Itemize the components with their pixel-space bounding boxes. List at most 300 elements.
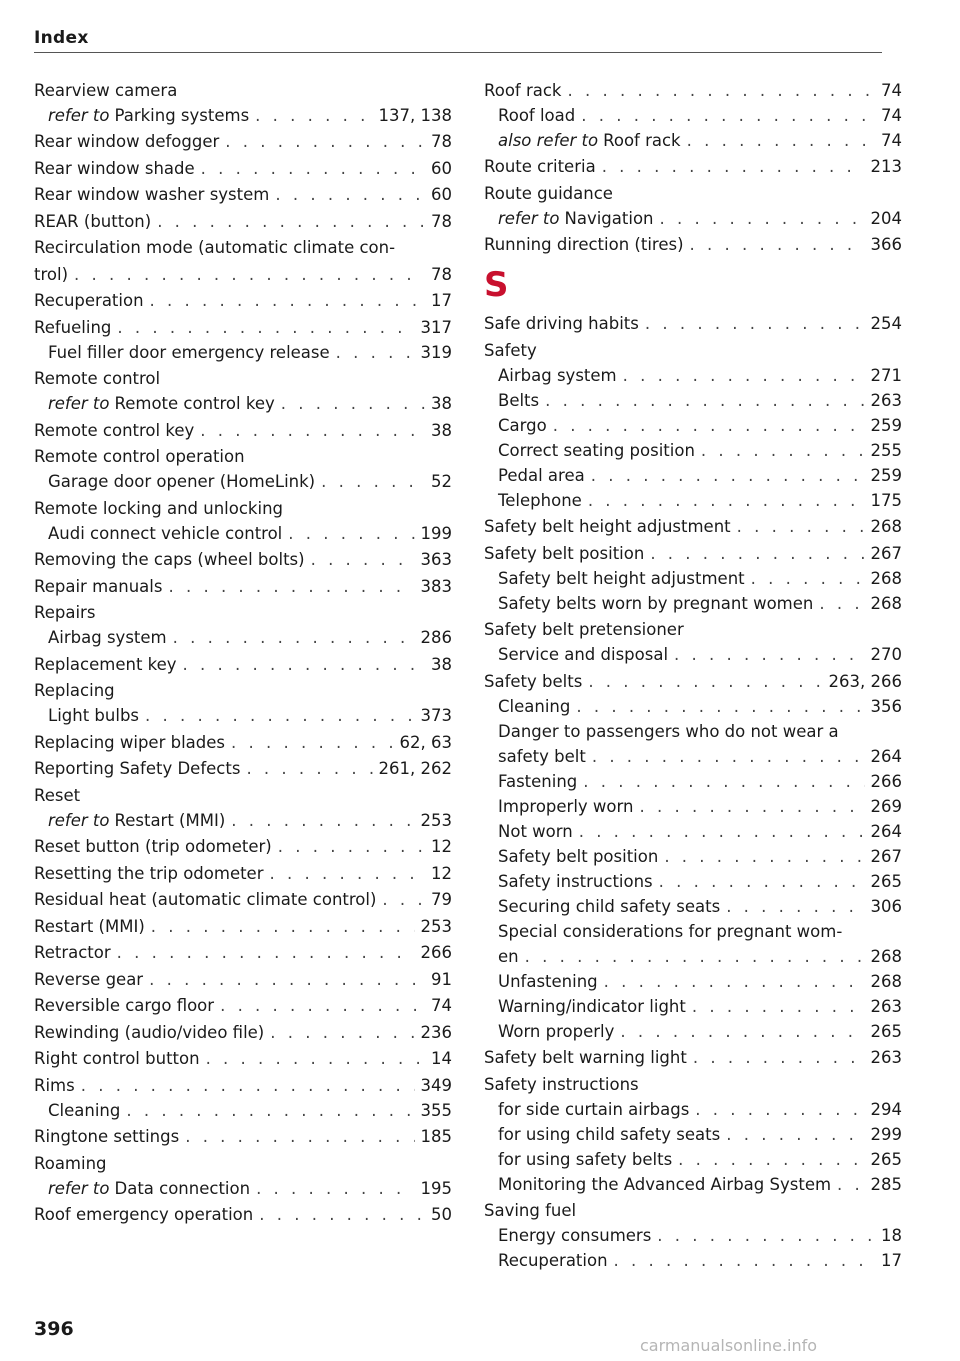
entry-text: Saving fuel bbox=[484, 1201, 577, 1220]
entry-label bbox=[498, 719, 839, 744]
entry-text: Route criteria bbox=[484, 157, 596, 176]
entry-page-ref: 319 bbox=[420, 342, 452, 362]
cross-reference-prefix: refer to bbox=[48, 105, 110, 125]
entry-text: Parking systems bbox=[114, 105, 250, 125]
entry-text: Remote control operation bbox=[34, 447, 245, 466]
entry-page-ref: 18 bbox=[881, 1226, 902, 1245]
index-subentry bbox=[484, 819, 902, 844]
index-subentry bbox=[34, 469, 452, 494]
index-subentry bbox=[484, 744, 902, 769]
dot-leader bbox=[659, 869, 865, 894]
dot-leader bbox=[173, 625, 415, 650]
dot-leader bbox=[256, 1176, 414, 1201]
index-entry bbox=[34, 834, 452, 859]
entry-page-ref: 17 bbox=[881, 1251, 902, 1270]
index-entry bbox=[34, 914, 452, 939]
index-subentry bbox=[484, 488, 902, 513]
entry-page-ref: 264 bbox=[870, 746, 902, 766]
entry-page-ref: 265 bbox=[870, 1021, 902, 1041]
entry-label bbox=[484, 541, 644, 566]
entry-page-ref: 263 bbox=[870, 390, 902, 410]
index-subentry bbox=[484, 413, 902, 438]
index-subentry bbox=[484, 919, 902, 944]
entry-label bbox=[498, 206, 654, 231]
index-subentry bbox=[484, 128, 902, 153]
entry-text: Worn properly bbox=[498, 1021, 615, 1041]
entry-text: Safe driving habits bbox=[484, 314, 639, 333]
index-entry bbox=[34, 366, 452, 391]
entry-page-ref: 269 bbox=[870, 796, 902, 816]
entry-label bbox=[498, 1172, 831, 1197]
index-entry bbox=[484, 154, 902, 179]
entry-label bbox=[34, 834, 272, 859]
entry-page-ref: 265 bbox=[870, 1149, 902, 1169]
dot-leader bbox=[382, 887, 425, 912]
index-column-right bbox=[484, 76, 902, 1273]
entry-page-ref: 12 bbox=[431, 863, 452, 883]
entry-label bbox=[34, 940, 111, 965]
entry-label bbox=[498, 944, 519, 969]
entry-label bbox=[498, 591, 813, 616]
entry-page-ref: 263, 266 bbox=[828, 671, 902, 691]
entry-text: Navigation bbox=[564, 208, 654, 228]
entry-text: Not worn bbox=[498, 821, 573, 841]
entry-text: Residual heat (automatic climate control) bbox=[34, 890, 377, 909]
entry-label bbox=[498, 642, 668, 667]
entry-page-ref: 261, 262 bbox=[378, 759, 452, 778]
entry-page-ref: 268 bbox=[870, 517, 902, 536]
entry-label bbox=[34, 756, 240, 781]
entry-page-ref: 175 bbox=[870, 490, 902, 510]
entry-page-ref: 267 bbox=[870, 846, 902, 866]
entry-label bbox=[34, 783, 80, 808]
entry-label bbox=[34, 235, 395, 260]
entry-label bbox=[498, 969, 598, 994]
index-subentry bbox=[34, 340, 452, 365]
dot-leader bbox=[751, 566, 865, 591]
entry-page-ref: 363 bbox=[420, 550, 452, 569]
entry-text: Retractor bbox=[34, 943, 111, 962]
entry-page-ref: 355 bbox=[420, 1100, 452, 1120]
entry-text: REAR (button) bbox=[34, 211, 152, 231]
dot-leader bbox=[81, 1073, 415, 1098]
entry-page-ref: 137, 138 bbox=[378, 105, 452, 125]
dot-leader bbox=[117, 940, 415, 965]
index-subentry bbox=[34, 808, 452, 833]
index-entry bbox=[484, 617, 902, 642]
entry-page-ref: 263 bbox=[870, 996, 902, 1016]
dot-leader bbox=[246, 756, 372, 781]
entry-text: Replacing bbox=[34, 681, 115, 700]
entry-page-ref: 267 bbox=[870, 543, 902, 563]
entry-page-ref: 268 bbox=[870, 568, 902, 588]
entry-label bbox=[498, 819, 573, 844]
entry-page-ref: 12 bbox=[431, 837, 452, 856]
index-entry bbox=[484, 1072, 902, 1097]
entry-text: Removing the caps (wheel bolts) bbox=[34, 550, 305, 569]
entry-label bbox=[498, 1097, 689, 1122]
entry-text: Data connection bbox=[114, 1178, 251, 1198]
entry-label bbox=[498, 413, 547, 438]
entry-label bbox=[498, 844, 658, 869]
entry-page-ref: 373 bbox=[420, 706, 452, 725]
entry-page-ref: 294 bbox=[870, 1099, 902, 1119]
index-entry bbox=[34, 940, 452, 965]
entry-label bbox=[34, 730, 225, 755]
index-subentry bbox=[484, 794, 902, 819]
dot-leader bbox=[200, 418, 425, 443]
entry-text: Roof emergency operation bbox=[34, 1205, 254, 1224]
index-entry bbox=[34, 967, 452, 992]
entry-label bbox=[48, 391, 275, 416]
entry-label bbox=[498, 438, 695, 463]
section-letter: S bbox=[484, 265, 509, 305]
entry-label bbox=[498, 994, 686, 1019]
entry-page-ref: 253 bbox=[420, 810, 452, 830]
dot-leader bbox=[664, 844, 864, 869]
index-entry bbox=[34, 1202, 452, 1227]
entry-text: Recuperation bbox=[34, 291, 144, 310]
index-subentry bbox=[484, 1223, 902, 1248]
entry-page-ref: 259 bbox=[870, 415, 902, 435]
dot-leader bbox=[311, 547, 415, 572]
entry-page-ref: 195 bbox=[420, 1178, 452, 1198]
entry-text: Cleaning bbox=[48, 1100, 121, 1120]
dot-leader bbox=[692, 994, 865, 1019]
entry-label bbox=[498, 894, 720, 919]
entry-text: Safety bbox=[484, 340, 537, 360]
entry-label bbox=[498, 1019, 614, 1044]
entry-page-ref: 62, 63 bbox=[399, 732, 452, 752]
dot-leader bbox=[545, 388, 864, 413]
index-entry bbox=[34, 1151, 452, 1176]
index-entry bbox=[34, 418, 452, 443]
entry-text: Restart (MMI) bbox=[34, 916, 145, 936]
index-entry bbox=[484, 232, 902, 257]
entry-text: Cleaning bbox=[498, 696, 571, 716]
entry-page-ref: 78 bbox=[431, 264, 452, 284]
index-entry bbox=[484, 669, 902, 694]
dot-leader bbox=[674, 642, 864, 667]
dot-leader bbox=[639, 794, 864, 819]
dot-leader bbox=[695, 1097, 864, 1122]
dot-leader bbox=[255, 103, 372, 128]
entry-page-ref: 268 bbox=[870, 946, 902, 966]
entry-text: safety belt bbox=[498, 746, 586, 766]
index-subentry bbox=[34, 103, 452, 128]
index-subentry bbox=[484, 103, 902, 128]
dot-leader bbox=[270, 861, 426, 886]
entry-text: Airbag system bbox=[498, 365, 617, 385]
entry-label bbox=[498, 769, 577, 794]
entry-text: Safety belt pretensioner bbox=[484, 620, 684, 639]
entry-page-ref: 38 bbox=[431, 420, 452, 440]
entry-text: Pedal area bbox=[498, 465, 585, 485]
entry-label bbox=[48, 625, 167, 650]
dot-leader bbox=[591, 463, 865, 488]
entry-label bbox=[498, 919, 842, 944]
dot-leader bbox=[576, 694, 864, 719]
dot-leader bbox=[678, 1147, 864, 1172]
entry-text: Roof rack bbox=[484, 80, 562, 100]
dot-leader bbox=[288, 521, 414, 546]
dot-leader bbox=[525, 944, 865, 969]
dot-leader bbox=[145, 703, 414, 728]
entry-page-ref: 266 bbox=[870, 771, 902, 791]
index-subentry bbox=[484, 463, 902, 488]
entry-page-ref: 271 bbox=[870, 365, 902, 385]
dot-leader bbox=[149, 967, 425, 992]
index-subentry bbox=[484, 438, 902, 463]
index-subentry bbox=[484, 1147, 902, 1172]
entry-page-ref: 270 bbox=[870, 645, 902, 664]
entry-label bbox=[498, 794, 633, 819]
entry-label bbox=[484, 514, 731, 539]
entry-page-ref: 204 bbox=[870, 208, 902, 228]
entry-page-ref: 254 bbox=[870, 314, 902, 333]
entry-page-ref: 253 bbox=[420, 916, 452, 936]
cross-reference-prefix: also refer to bbox=[498, 130, 599, 150]
entry-text: Rims bbox=[34, 1075, 75, 1095]
dot-leader bbox=[117, 315, 414, 340]
entry-text: Fastening bbox=[498, 771, 578, 791]
index-subentry bbox=[484, 994, 902, 1019]
dot-leader bbox=[74, 262, 425, 287]
entry-label bbox=[484, 1045, 687, 1070]
index-subentry bbox=[34, 703, 452, 728]
entry-page-ref: 265 bbox=[870, 871, 902, 891]
entry-page-ref: 60 bbox=[431, 158, 452, 178]
entry-page-ref: 259 bbox=[870, 465, 902, 485]
entry-label bbox=[48, 703, 139, 728]
entry-text: Improperly worn bbox=[498, 796, 634, 816]
entry-text: Remote control key bbox=[114, 394, 275, 413]
entry-label bbox=[498, 1248, 608, 1273]
entry-text: Replacing wiper blades bbox=[34, 732, 225, 752]
dot-leader bbox=[321, 469, 425, 494]
entry-text: Rear window defogger bbox=[34, 132, 220, 151]
dot-leader bbox=[726, 894, 864, 919]
dot-leader bbox=[592, 744, 865, 769]
index-subentry bbox=[484, 1097, 902, 1122]
entry-label bbox=[484, 78, 562, 103]
entry-label bbox=[34, 1202, 253, 1227]
cross-reference-prefix: refer to bbox=[48, 394, 110, 413]
entry-text: Running direction (tires) bbox=[484, 235, 684, 254]
index-column-left bbox=[34, 76, 452, 1227]
index-entry bbox=[484, 338, 902, 363]
entry-text: Service and disposal bbox=[498, 645, 669, 664]
dot-leader bbox=[157, 209, 425, 234]
index-subentry bbox=[484, 894, 902, 919]
dot-leader bbox=[837, 1172, 864, 1197]
entry-label bbox=[48, 469, 315, 494]
entry-label bbox=[34, 418, 194, 443]
index-subentry bbox=[484, 844, 902, 869]
entry-label bbox=[484, 154, 596, 179]
index-subentry bbox=[484, 642, 902, 667]
page-header bbox=[34, 22, 882, 53]
dot-leader bbox=[614, 1248, 875, 1273]
entry-text: Correct seating position bbox=[498, 440, 695, 460]
entry-text: Safety instructions bbox=[484, 1074, 639, 1094]
index-heading: Index bbox=[34, 28, 89, 48]
entry-page-ref: 236 bbox=[420, 1022, 452, 1042]
dot-leader bbox=[737, 514, 865, 539]
entry-page-ref: 285 bbox=[870, 1174, 902, 1194]
entry-label bbox=[34, 678, 115, 703]
dot-leader bbox=[553, 413, 865, 438]
entry-label bbox=[34, 182, 269, 207]
entry-label bbox=[48, 521, 282, 546]
entry-label bbox=[498, 103, 575, 128]
entry-text: Safety belt height adjustment bbox=[498, 568, 745, 588]
entry-text: Cargo bbox=[498, 415, 547, 435]
entry-label bbox=[498, 1147, 672, 1172]
dot-leader bbox=[660, 206, 865, 231]
dot-leader bbox=[645, 311, 865, 336]
dot-leader bbox=[220, 993, 425, 1018]
entry-label bbox=[498, 388, 539, 413]
entry-page-ref: 50 bbox=[431, 1205, 452, 1224]
entry-text: Reverse gear bbox=[34, 969, 144, 989]
entry-page-ref: 38 bbox=[431, 654, 452, 674]
entry-page-ref: 78 bbox=[431, 211, 452, 231]
index-subentry bbox=[484, 944, 902, 969]
index-entry bbox=[34, 1073, 452, 1098]
cross-reference-prefix: refer to bbox=[498, 208, 560, 228]
entry-text: Repairs bbox=[34, 603, 96, 622]
page-number: 396 bbox=[34, 1318, 74, 1340]
entry-label bbox=[48, 340, 330, 365]
index-subentry bbox=[484, 1019, 902, 1044]
index-subentry bbox=[484, 694, 902, 719]
entry-text: Reset bbox=[34, 785, 81, 805]
entry-page-ref: 356 bbox=[870, 696, 902, 716]
index-entry bbox=[34, 129, 452, 154]
index-subentry bbox=[484, 388, 902, 413]
entry-page-ref: 317 bbox=[420, 317, 452, 337]
entry-label bbox=[34, 209, 151, 234]
index-subentry bbox=[484, 591, 902, 616]
index-subentry bbox=[484, 1172, 902, 1197]
entry-text: Safety instructions bbox=[498, 871, 653, 891]
entry-page-ref: 14 bbox=[431, 1049, 452, 1068]
index-subentry bbox=[484, 769, 902, 794]
dot-leader bbox=[568, 78, 876, 103]
entry-text: Recuperation bbox=[498, 1251, 608, 1270]
entry-text: Airbag system bbox=[48, 628, 167, 647]
dot-leader bbox=[151, 914, 415, 939]
dot-leader bbox=[620, 1019, 864, 1044]
entry-text: Route guidance bbox=[484, 183, 613, 203]
entry-text: Securing child safety seats bbox=[498, 896, 721, 916]
entry-text: Safety belts worn by pregnant women bbox=[498, 593, 814, 613]
dot-leader bbox=[602, 154, 865, 179]
entry-text: Roof load bbox=[498, 105, 576, 125]
index-entry bbox=[34, 652, 452, 677]
entry-text: for using child safety seats bbox=[498, 1124, 721, 1144]
index-entry bbox=[34, 1020, 452, 1045]
entry-page-ref: 79 bbox=[431, 890, 452, 909]
index-entry bbox=[34, 574, 452, 599]
entry-label bbox=[484, 617, 684, 642]
entry-text: Unfastening bbox=[498, 971, 598, 991]
entry-page-ref: 268 bbox=[870, 593, 902, 613]
entry-text: Safety belt warning light bbox=[484, 1048, 687, 1067]
entry-label bbox=[34, 444, 245, 469]
index-entry bbox=[34, 182, 452, 207]
entry-text: Recirculation mode (automatic climate con- bbox=[34, 238, 396, 257]
dot-leader bbox=[225, 129, 425, 154]
entry-text: trol) bbox=[34, 264, 69, 284]
entry-label bbox=[498, 744, 586, 769]
index-subentry bbox=[34, 391, 452, 416]
index-subentry bbox=[484, 869, 902, 894]
entry-label bbox=[498, 694, 570, 719]
entry-label bbox=[34, 496, 283, 521]
index-entry bbox=[484, 311, 902, 336]
dot-leader bbox=[623, 363, 865, 388]
entry-page-ref: 306 bbox=[870, 896, 902, 916]
entry-label bbox=[48, 103, 249, 128]
index-entry bbox=[34, 496, 452, 521]
dot-leader bbox=[185, 1124, 414, 1149]
entry-label bbox=[484, 1198, 576, 1223]
entry-page-ref: 255 bbox=[870, 440, 902, 460]
dot-leader bbox=[281, 391, 425, 416]
index-subentry bbox=[34, 521, 452, 546]
dot-leader bbox=[701, 438, 865, 463]
entry-page-ref: 52 bbox=[431, 472, 452, 491]
entry-page-ref: 60 bbox=[431, 185, 452, 204]
dot-leader bbox=[150, 288, 425, 313]
entry-label bbox=[498, 463, 585, 488]
entry-text: Safety belt position bbox=[484, 543, 645, 563]
entry-label bbox=[34, 78, 177, 103]
entry-label bbox=[48, 1176, 250, 1201]
entry-label bbox=[48, 1098, 120, 1123]
entry-label bbox=[498, 488, 582, 513]
entry-label bbox=[484, 181, 613, 206]
entry-label bbox=[34, 1073, 75, 1098]
index-entry bbox=[34, 288, 452, 313]
entry-text: Rearview camera bbox=[34, 80, 178, 100]
dot-leader bbox=[604, 969, 865, 994]
entry-label bbox=[34, 887, 376, 912]
index-subentry bbox=[484, 1122, 902, 1147]
entry-text: Ringtone settings bbox=[34, 1127, 180, 1146]
entry-page-ref: 199 bbox=[420, 523, 452, 543]
dot-leader bbox=[726, 1122, 864, 1147]
entry-text: for side curtain airbags bbox=[498, 1099, 690, 1119]
entry-page-ref: 38 bbox=[431, 394, 452, 413]
entry-text: Reversible cargo floor bbox=[34, 996, 215, 1015]
entry-label bbox=[34, 914, 145, 939]
entry-page-ref: 264 bbox=[870, 821, 902, 841]
entry-text: Reporting Safety Defects bbox=[34, 759, 241, 778]
index-subentry bbox=[484, 206, 902, 231]
entry-page-ref: 266 bbox=[420, 943, 452, 962]
entry-text: Roof rack bbox=[603, 130, 681, 150]
entry-page-ref: 17 bbox=[431, 291, 452, 310]
entry-page-ref: 366 bbox=[870, 235, 902, 254]
entry-page-ref: 268 bbox=[870, 971, 902, 991]
entry-page-ref: 213 bbox=[870, 157, 902, 176]
dot-leader bbox=[579, 819, 865, 844]
dot-leader bbox=[583, 769, 864, 794]
entry-text: Telephone bbox=[498, 490, 582, 510]
